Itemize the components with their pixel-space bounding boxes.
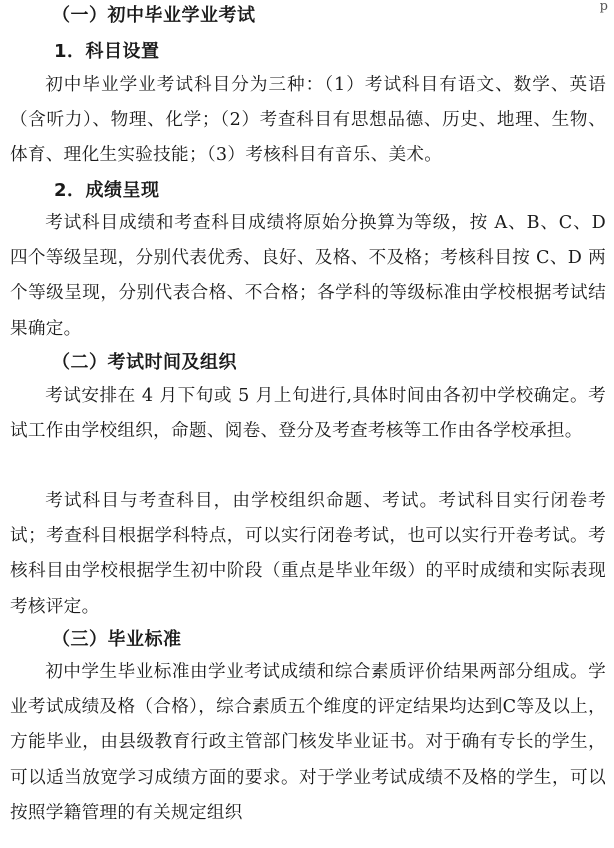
- subheading-grades: 2．成绩呈现: [54, 180, 160, 201]
- section-heading-exam: （一）初中毕业学业考试: [52, 5, 256, 26]
- paragraph-schedule: 考试安排在 4 月下旬或 5 月上旬进行,具体时间由各初中学校确定。考试工作由学校组织，命题、阅卷、登分及考查考核等工作由各学校承担。: [10, 386, 606, 442]
- paragraph-grades: 考试科目成绩和考查科目成绩将原始分换算为等级，按 A、B、C、D 四个等级呈现，分别代表优秀、良好、及格、不及格；考核科目按 C、D 两个等级呈现，分别代表合格、不合格；各学科的等级标准由学校根据考试结果确定。: [10, 213, 606, 339]
- page-corner-mark: p: [599, 0, 608, 14]
- subheading-subjects: 1．科目设置: [54, 41, 160, 62]
- paragraph-graduation: 初中学生毕业标准由学业考试成绩和综合素质评价结果两部分组成。学业考试成绩及格（合格），综合素质五个维度的评定结果均达到C等及以上，方能毕业，由县级教育行政主管部门核发毕业证书。对于确有专长的学生，可以适当放宽学习成绩方面的要求。对于学业考试成绩不及格的学生，可以按照学籍管理的有关规定组织: [10, 662, 606, 823]
- paragraph-exam-format: 考试科目与考查科目，由学校组织命题、考试。考试科目实行闭卷考试；考查科目根据学科特点，可以实行闭卷考试，也可以实行开卷考试。考核科目由学校根据学生初中阶段（重点是毕业年级）的平时成绩和实际表现考核评定。: [10, 491, 606, 617]
- paragraph-subjects: 初中毕业学业考试科目分为三种：（1）考试科目有语文、数学、英语（含听力）、物理、化学；（2）考查科目有思想品德、历史、地理、生物、体育、理化生实验技能；（3）考核科目有音乐、美术。: [10, 75, 606, 166]
- section-heading-graduation: （三）毕业标准: [52, 629, 182, 650]
- section-heading-schedule: （二）考试时间及组织: [52, 352, 237, 373]
